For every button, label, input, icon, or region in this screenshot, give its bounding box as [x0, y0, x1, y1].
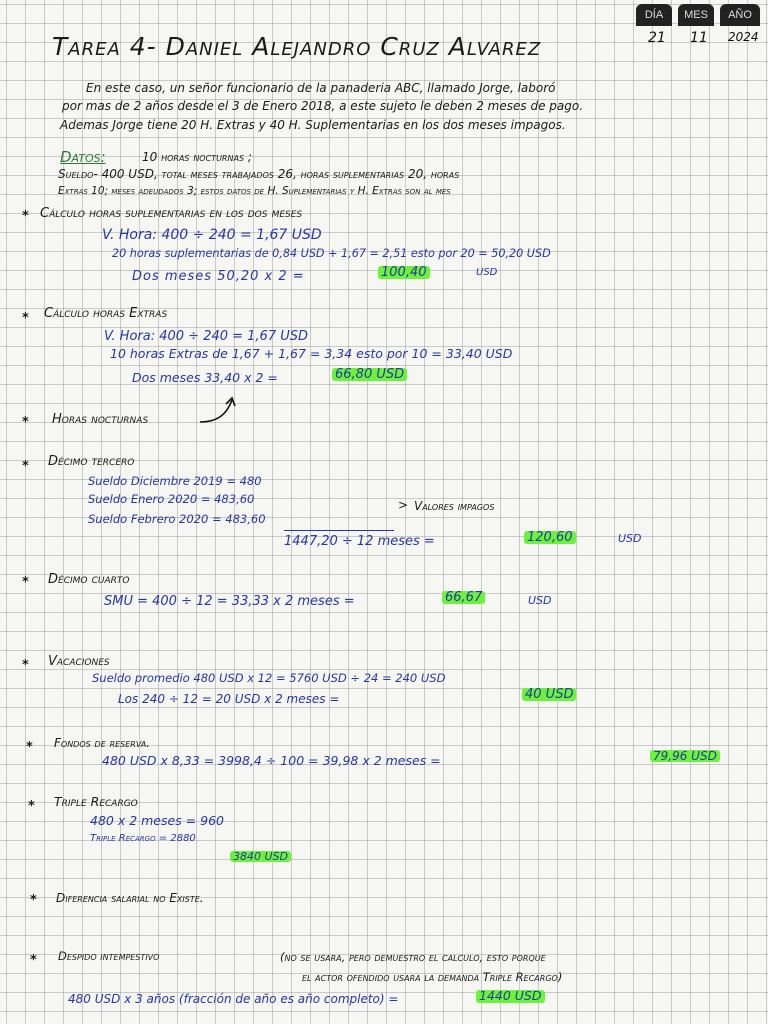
extras-line-3: Dos meses 33,40 x 2 = [132, 370, 278, 385]
bullet-star: * [22, 459, 29, 474]
decimo-tercero-note: Valores impagos [414, 499, 495, 513]
decimo-cuarto-unit: USD [528, 594, 552, 607]
anio-label: AÑO [720, 4, 760, 26]
decimo-cuarto-line-1: SMU = 400 ÷ 12 = 33,33 x 2 meses = [104, 594, 355, 609]
triple-line-2: Triple Recargo = 2880 [90, 833, 196, 844]
datos-line-3: Extras 10; meses adeudados 3; estos datos de H. Suplementarias y H. Extras son al mes [58, 185, 451, 197]
despido-title: Despido intempestivo [58, 949, 160, 963]
decimo-tercero-row-1: Sueldo Diciembre 2019 = 480 [88, 474, 262, 488]
datos-line-1: 10 horas nocturnas ; [142, 150, 252, 164]
bullet-star: * [30, 893, 37, 908]
triple-title: Triple Recargo [54, 794, 138, 809]
decimo-cuarto-title: Décimo cuarto [48, 572, 130, 587]
suplementarias-result: 100,40 [378, 266, 430, 279]
bullet-star: * [22, 575, 29, 590]
dia-label: DÍA [636, 4, 672, 26]
despido-result: 1440 USD [476, 990, 545, 1003]
arrow-glyph: > [398, 498, 409, 512]
decimo-tercero-row-2: Sueldo Enero 2020 = 483,60 [88, 492, 255, 506]
sum-line [284, 530, 394, 531]
bullet-star: * [22, 311, 29, 326]
decimo-tercero-result: 120,60 [524, 531, 576, 544]
fondos-line-1: 480 USD x 8,33 = 3998,4 ÷ 100 = 39,98 x 2 meses = [102, 753, 441, 768]
suplementarias-line-1: V. Hora: 400 ÷ 240 = 1,67 USD [102, 227, 322, 243]
fondos-title: Fondos de reserva. [54, 736, 151, 750]
vacaciones-line-2: Los 240 ÷ 12 = 20 USD x 2 meses = [118, 692, 340, 706]
suplementarias-title: Cálculo horas suplementarias en los dos meses [40, 206, 303, 221]
fondos-result: 79,96 USD [650, 750, 720, 762]
despido-note-1: (no se usara, pero demuestro el calculo, esto porque [280, 950, 546, 964]
bullet-star: * [26, 740, 33, 755]
decimo-tercero-title: Décimo tercero [48, 454, 135, 469]
bullet-star: * [22, 209, 29, 224]
intro-line-1: En este caso, un señor funcionario de la panaderia ABC, llamado Jorge, laboró [86, 81, 556, 95]
decimo-tercero-unit: USD [618, 532, 642, 545]
despido-line-1: 480 USD x 3 años (fracción de año es año completo) = [68, 992, 399, 1006]
arrow-icon [196, 392, 246, 428]
decimo-cuarto-result: 66,67 [442, 591, 485, 604]
suplementarias-line-2: 20 horas suplementarias de 0,84 USD + 1,67 = 2,51 esto por 20 = 50,20 USD [112, 247, 551, 260]
vacaciones-result: 40 USD [522, 688, 576, 701]
anio-value: 2024 [728, 30, 759, 44]
extras-line-1: V. Hora: 400 ÷ 240 = 1,67 USD [104, 329, 309, 344]
bullet-star: * [22, 415, 29, 430]
mes-label: MES [678, 4, 714, 26]
decimo-tercero-row-3: Sueldo Febrero 2020 = 483,60 [88, 512, 266, 526]
triple-line-1: 480 x 2 meses = 960 [90, 813, 224, 828]
vacaciones-title: Vacaciones [48, 654, 110, 669]
despido-note-2: el actor ofendido usara la demanda Triple Recargo) [302, 970, 563, 984]
page-title: Tarea 4- Daniel Alejandro Cruz Alvarez [52, 32, 542, 61]
triple-result: 3840 USD [230, 851, 291, 862]
extras-result: 66,80 USD [332, 368, 407, 381]
intro-line-2: por mas de 2 años desde el 3 de Enero 2018, a este sujeto le deben 2 meses de pago. [62, 99, 584, 113]
datos-label: Datos: [60, 148, 106, 166]
intro-line-3: Ademas Jorge tiene 20 H. Extras y 40 H. Suplementarias en los dos meses impagos. [60, 118, 566, 132]
suplementarias-unit: USD [476, 267, 498, 278]
nocturnas-title: Horas nocturnas [52, 412, 149, 427]
dia-value: 21 [648, 30, 666, 46]
datos-line-2: Sueldo- 400 USD, total meses trabajados 26, horas suplementarias 20, horas [58, 167, 460, 181]
diferencia-title: Diferencia salarial no Existe. [56, 891, 204, 905]
extras-title: Cálculo horas Extras [44, 306, 168, 321]
bullet-star: * [28, 799, 35, 814]
bullet-star: * [30, 953, 37, 968]
mes-value: 11 [690, 30, 708, 46]
bullet-star: * [22, 658, 29, 673]
suplementarias-line-3: Dos meses 50,20 x 2 = [132, 269, 305, 284]
vacaciones-line-1: Sueldo promedio 480 USD x 12 = 5760 USD ÷ 24 = 240 USD [92, 671, 446, 685]
decimo-tercero-total: 1447,20 ÷ 12 meses = [284, 534, 435, 549]
extras-line-2: 10 horas Extras de 1,67 + 1,67 = 3,34 esto por 10 = 33,40 USD [110, 346, 513, 361]
